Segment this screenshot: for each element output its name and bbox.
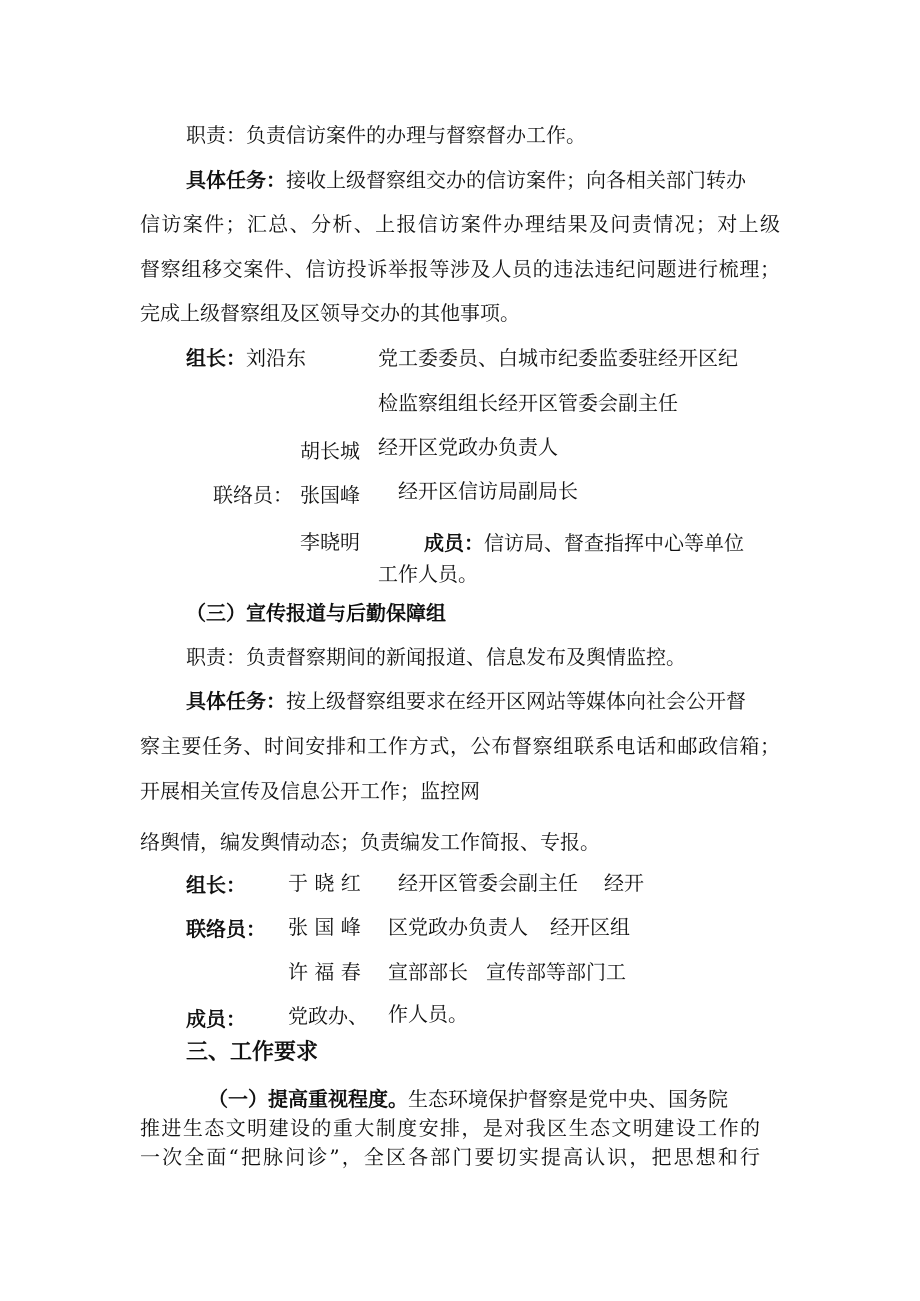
part3-heading: 三、工作要求 [186, 1040, 319, 1065]
s3-task-text: 按上级督察组要求在经开区网站等媒体向社会公开督 [286, 689, 746, 713]
part3-req1-line: 推进生态文明建设的重大制度安排，是对我区生态文明建设工作的 [140, 1116, 760, 1140]
s2-task-line: 督察组移交案件、信访投诉举报等涉及人员的违法违纪问题进行梳理； [140, 257, 780, 281]
s3-heading: （三）宣传报道与后勤保障组 [186, 601, 446, 625]
s3-col-a: 经开区管委会副主任 [398, 871, 578, 895]
part3-req1-text: 生态环境保护督察是党中央、国务院 [408, 1087, 728, 1111]
s3-task-first-line [186, 687, 746, 715]
s3-liaison-name: 许 福 春 [288, 960, 361, 984]
s3-members-tail: 作人员。 [388, 1002, 468, 1026]
s3-liaison-label: 联络员： [186, 917, 266, 941]
s3-col-b: 经开区组 [550, 915, 630, 939]
s2-task-line: 信访案件；汇总、分析、上报信访案件办理结果及问责情况；对上级 [140, 212, 780, 236]
s2-task-label: 具体任务： [186, 168, 286, 192]
s2-deputy-name: 胡长城 [300, 439, 360, 463]
s3-task-label: 具体任务： [186, 689, 286, 713]
part3-req1-first-line [208, 1085, 728, 1113]
part3-req1-label: （一）提高重视程度。 [208, 1087, 408, 1111]
s2-deputy-title: 经开区党政办负责人 [378, 435, 558, 459]
s2-member-name: 李晓明 [300, 530, 360, 554]
s2-task-line: 完成上级督察组及区领导交办的其他事项。 [140, 301, 520, 325]
s3-task-line: 开展相关宣传及信息公开工作；监控网 [140, 779, 480, 803]
s2-liaison-name: 张国峰 [300, 483, 360, 507]
s3-col-a: 区党政办负责人 [388, 915, 528, 939]
s2-members-text: 信访局、督查指挥中心等单位 [484, 531, 744, 555]
s3-leader-name: 于 晓 红 [288, 871, 361, 895]
s2-liaison-label: 联络员： [213, 483, 293, 507]
s2-leader-title: 检监察组组长经开区管委会副主任 [378, 391, 678, 415]
s3-col-b: 经开 [604, 871, 644, 895]
s2-liaison-title: 经开区信访局副局长 [398, 479, 578, 503]
s2-leader-label: 组长： [186, 346, 246, 370]
s3-task-line: 察主要任务、时间安排和工作方式，公布督察组联系电话和邮政信箱； [140, 734, 780, 758]
part3-req1-line: 一次全面“把脉问诊”，全区各部门要切实提高认识，把思想和行 [140, 1145, 760, 1169]
s2-leader [186, 344, 306, 372]
s2-leader-name: 刘沿东 [246, 346, 306, 370]
s2-members-text: 工作人员。 [378, 562, 478, 586]
s2-leader-title: 党工委委员、白城市纪委监委驻经开区纪 [378, 346, 738, 370]
s3-duty: 职责：负责督察期间的新闻报道、信息发布及舆情监控。 [186, 645, 686, 669]
s2-members [424, 529, 744, 557]
s3-task-line: 络舆情，编发舆情动态；负责编发工作简报、专报。 [140, 830, 600, 854]
s3-col-a: 宣部部长 [388, 960, 468, 984]
s2-duty: 职责：负责信访案件的办理与督察督办工作。 [186, 123, 586, 147]
s3-leader-label: 组长： [186, 873, 246, 897]
s2-members-label: 成员： [424, 531, 484, 555]
s2-task-text: 接收上级督察组交办的信访案件；向各相关部门转办 [286, 168, 746, 192]
s3-liaison-name: 张 国 峰 [288, 915, 361, 939]
s3-col-b: 宣传部等部门工 [486, 960, 626, 984]
s3-members-label: 成员： [186, 1007, 246, 1031]
s3-members-col: 党政办、 [288, 1004, 368, 1028]
s2-task-first-line [186, 166, 746, 194]
